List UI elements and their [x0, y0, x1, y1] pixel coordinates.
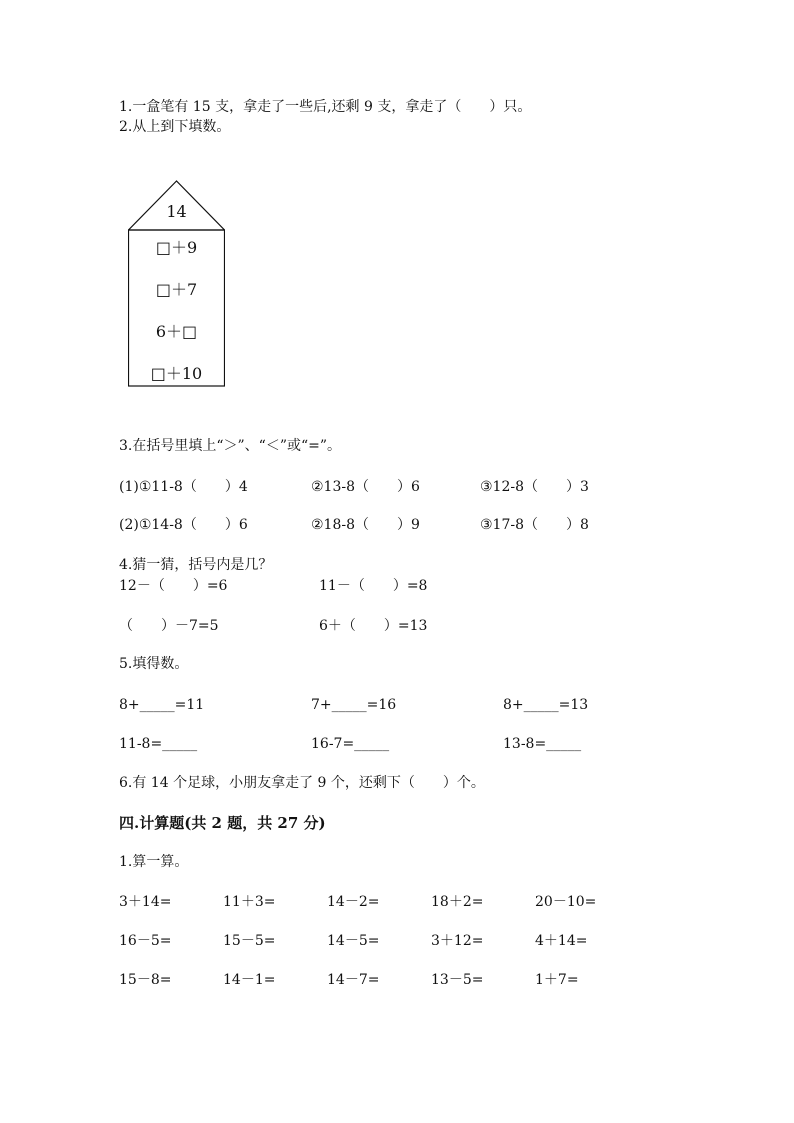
calc-r2-c5: 4＋14= [535, 933, 588, 949]
section-4-heading: 四.计算题(共 2 题，共 27 分) [119, 814, 326, 832]
q4-r1-c2: 11－（ ）=8 [319, 578, 428, 594]
q3-r2-c2: ②18-8（ ）9 [311, 517, 420, 533]
q5-r2-c2: 16-7=_____ [311, 736, 390, 752]
question-6: 6.有 14 个足球，小朋友拿走了 9 个，还剩下（ ）个。 [119, 775, 485, 791]
house-row-2: □＋7 [155, 280, 198, 299]
calc-r1-c4: 18＋2= [431, 894, 484, 910]
house-row-3: 6＋□ [155, 322, 198, 341]
calc-title: 1.算一算。 [119, 854, 189, 870]
q3-r2-c1: (2)①14-8（ ）6 [119, 517, 248, 533]
calc-r1-c3: 14－2= [327, 894, 380, 910]
house-row-1: □＋9 [155, 238, 198, 257]
calc-r2-c3: 14－5= [327, 933, 380, 949]
calc-r3-c3: 14－7= [327, 972, 380, 988]
q5-r1-c1: 8+_____=11 [119, 697, 205, 713]
calc-r3-c1: 15－8= [119, 972, 172, 988]
question-3-title: 3.在括号里填上“＞”、“＜”或“=”。 [119, 438, 342, 454]
q3-r2-c3: ③17-8（ ）8 [480, 517, 589, 533]
q3-r1-c1: (1)①11-8（ ）4 [119, 479, 248, 495]
calc-r2-c1: 16－5= [119, 933, 172, 949]
calc-r3-c2: 14－1= [223, 972, 276, 988]
calc-r2-c4: 3＋12= [431, 933, 484, 949]
calc-r1-c5: 20－10= [535, 894, 597, 910]
calc-r2-c2: 15－5= [223, 933, 276, 949]
calc-r3-c5: 1＋7= [535, 972, 579, 988]
question-5-title: 5.填得数。 [119, 656, 189, 672]
q4-r2-c1: （ ）－7=5 [119, 618, 219, 634]
calc-r1-c1: 3＋14= [119, 894, 172, 910]
house-row-4: □＋10 [150, 364, 203, 383]
q4-r1-c1: 12－（ ）=6 [119, 578, 228, 594]
q5-r2-c3: 13-8=_____ [503, 736, 582, 752]
q3-r1-c3: ③12-8（ ）3 [480, 479, 589, 495]
question-4-title: 4.猜一猜，括号内是几？ [119, 557, 273, 573]
q3-r1-c2: ②13-8（ ）6 [311, 479, 420, 495]
calc-r3-c4: 13－5= [431, 972, 484, 988]
number-house [128, 180, 225, 387]
q5-r1-c2: 7+_____=16 [311, 697, 397, 713]
q4-r2-c2: 6＋（ ）=13 [319, 618, 428, 634]
question-2: 2.从上到下填数。 [119, 119, 231, 135]
house-roof-number: 14 [166, 202, 187, 221]
q5-r2-c1: 11-8=_____ [119, 736, 198, 752]
question-1: 1.一盒笔有 15 支，拿走了一些后,还剩 9 支，拿走了（ ）只。 [119, 99, 532, 115]
calc-r1-c2: 11＋3= [223, 894, 276, 910]
q5-r1-c3: 8+_____=13 [503, 697, 589, 713]
